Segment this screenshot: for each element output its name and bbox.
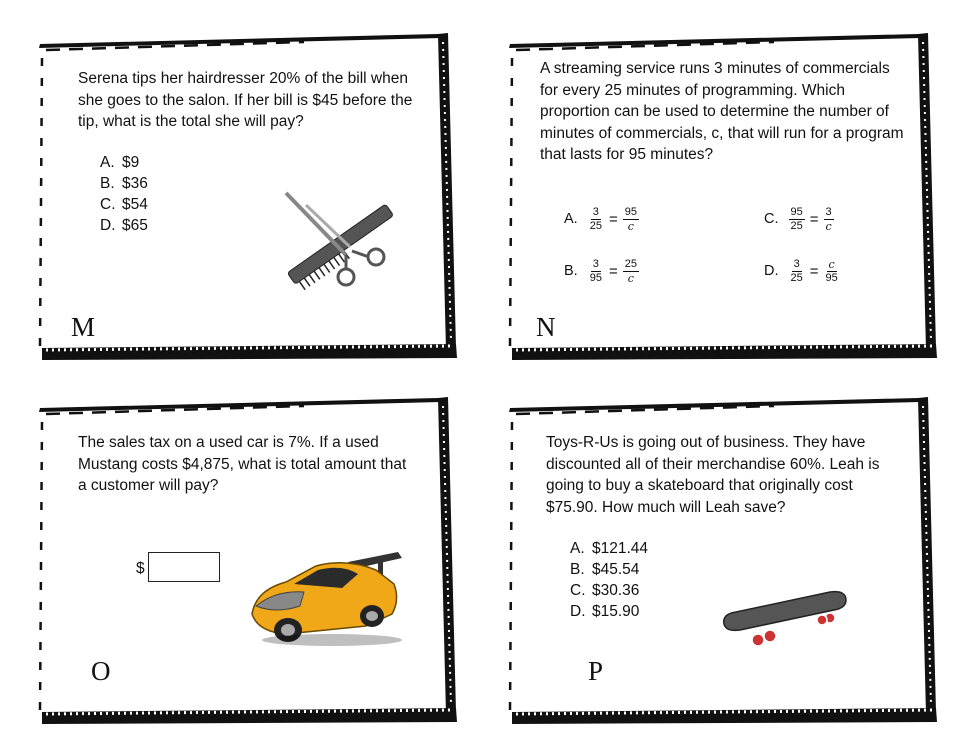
- option-label: B.: [100, 175, 115, 192]
- fraction-left: $\frac{95}{25}$: [790, 206, 803, 232]
- equals-sign: =: [809, 263, 819, 280]
- fraction-right: $\frac{c}{95}$: [825, 258, 838, 284]
- card-letter: O: [91, 656, 111, 686]
- option-label: A.: [100, 154, 115, 171]
- task-card-m: [36, 30, 468, 360]
- option-a[interactable]: [564, 206, 641, 233]
- option-label: C.: [570, 582, 586, 599]
- fraction-left: $\frac{3}{95}$: [589, 258, 602, 284]
- card-letter: P: [588, 656, 604, 686]
- card-letter: N: [536, 312, 556, 342]
- option-label: B.: [570, 561, 585, 578]
- option-b[interactable]: [100, 173, 148, 194]
- equals-sign: =: [608, 263, 618, 280]
- answer-options: [100, 152, 148, 236]
- fraction-right: $\frac{95}{c}$: [624, 206, 637, 233]
- option-label: D.: [764, 263, 779, 280]
- option-d[interactable]: [100, 215, 148, 236]
- option-label: C.: [100, 196, 116, 213]
- option-d[interactable]: [764, 258, 842, 285]
- option-value: $45.54: [592, 561, 640, 578]
- task-card-p: [506, 394, 946, 724]
- option-label: A.: [570, 540, 585, 557]
- option-value: $36: [122, 175, 148, 192]
- fraction-left: $\frac{3}{25}$: [589, 206, 602, 232]
- answer-options: [570, 538, 648, 622]
- option-c[interactable]: [764, 206, 836, 233]
- option-value: $121.44: [592, 540, 649, 557]
- option-c[interactable]: [570, 580, 648, 601]
- option-a[interactable]: [570, 538, 648, 559]
- currency-prefix: $: [136, 560, 145, 577]
- sports-car-icon: [246, 544, 416, 650]
- option-b[interactable]: [570, 559, 648, 580]
- task-card-n: [506, 30, 946, 360]
- question-text: Serena tips her hairdresser 20% of the bill when she goes to the salon. If her bill is $45 before the tip, what is the total she will pay?: [78, 70, 413, 130]
- option-label: A.: [564, 211, 578, 228]
- option-label: B.: [564, 263, 578, 280]
- option-c[interactable]: [100, 194, 148, 215]
- equals-sign: =: [608, 211, 618, 228]
- equals-sign: =: [809, 211, 819, 228]
- option-a[interactable]: [100, 152, 148, 173]
- option-label: D.: [100, 217, 116, 234]
- option-label: C.: [764, 211, 779, 228]
- fraction-left: $\frac{3}{25}$: [790, 258, 803, 284]
- option-value: $15.90: [592, 603, 640, 620]
- fraction-right: $\frac{25}{c}$: [624, 258, 637, 285]
- option-value: $65: [122, 217, 148, 234]
- option-b[interactable]: [564, 258, 641, 285]
- question-text: A streaming service runs 3 minutes of commercials for every 25 minutes of programming. Which proportion can be used to determine the number of minutes of commercials, c, that will run for a program that lasts for 95 minutes?: [540, 60, 904, 163]
- option-value: $9: [122, 154, 140, 171]
- skateboard-icon: [718, 584, 850, 650]
- question-text: The sales tax on a used car is 7%. If a used Mustang costs $4,875, what is total amount that a customer will pay?: [78, 434, 407, 494]
- option-label: D.: [570, 603, 586, 620]
- scissors-comb-icon: [276, 185, 406, 303]
- task-card-o: [36, 394, 468, 724]
- option-value: $30.36: [592, 582, 640, 599]
- option-value: $54: [122, 196, 148, 213]
- option-d[interactable]: [570, 601, 648, 622]
- card-letter: M: [71, 312, 96, 342]
- question-text: Toys-R-Us is going out of business. They have discounted all of their merchandise 60%. Leah is going to buy a skateboard that originally cost $75.90. How much will Leah save?: [546, 434, 880, 516]
- answer-input[interactable]: [148, 552, 220, 582]
- fraction-right: $\frac{3}{c}$: [825, 206, 832, 233]
